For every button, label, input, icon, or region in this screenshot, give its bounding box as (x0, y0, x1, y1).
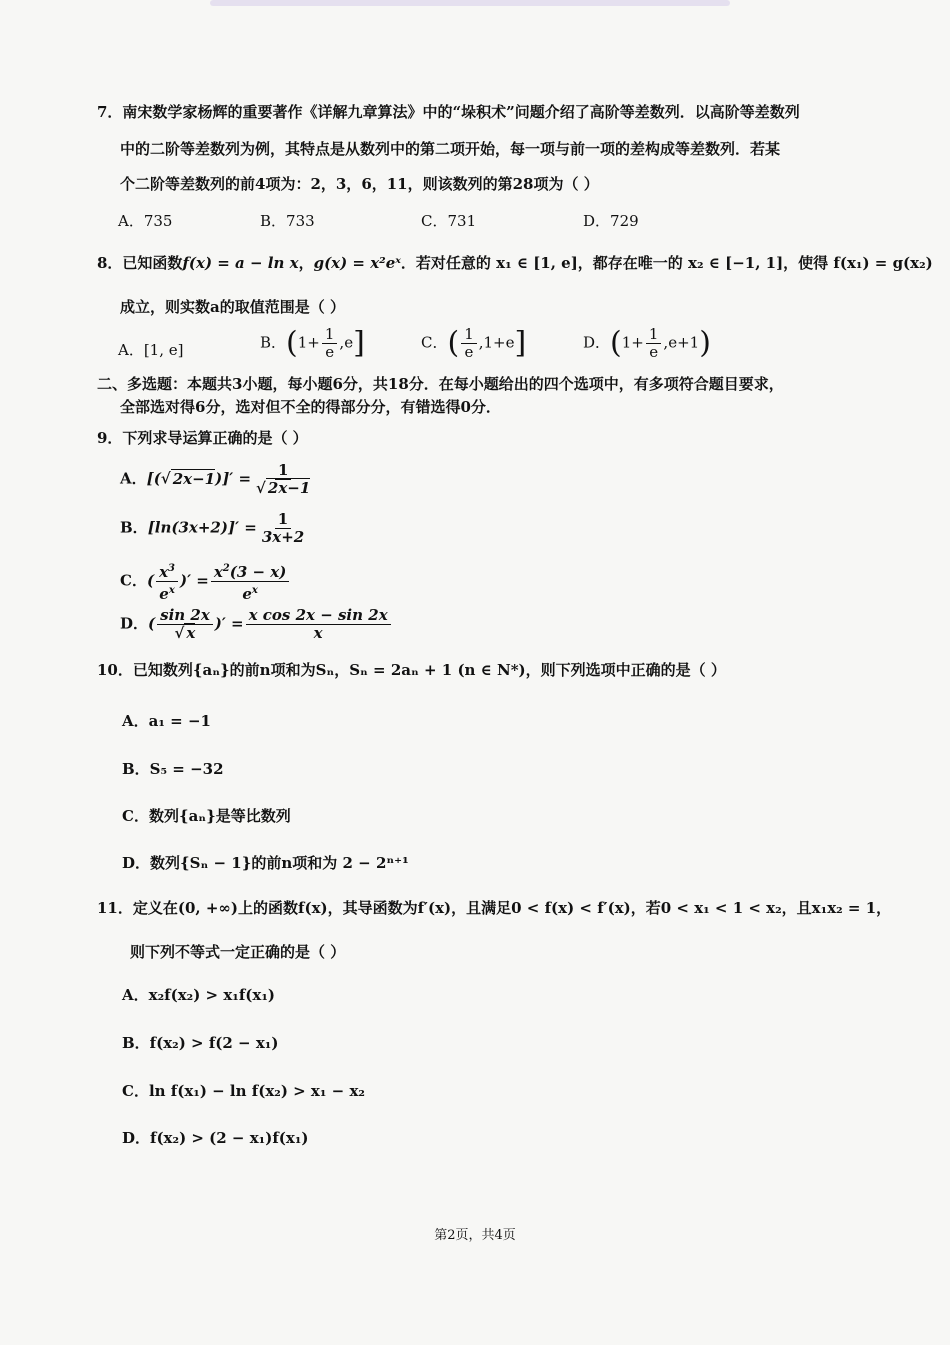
top-edge-shadow (210, 0, 730, 6)
q11-option-d: D．f(x₂) > (2 − x₁)f(x₁) (122, 1129, 309, 1147)
q7-option-a: A．735 (118, 212, 173, 230)
q8-line-2: 成立，则实数a的取值范围是（ ） (120, 298, 345, 316)
q11-line-2: 则下列不等式一定正确的是（ ） (130, 943, 346, 961)
q9-stem: 9．下列求导运算正确的是（ ） (97, 429, 308, 447)
q9-option-a-label: A． (120, 469, 147, 488)
q8-g-def: g(x) = x²eˣ (313, 254, 401, 272)
q11-line-1: 11．定义在(0, +∞)上的函数f(x)，其导函数为f′(x)，且满足0 < f(x) < f′(x)，若0 < x₁ < 1 < x₂，且x₁x₂ = 1， (97, 899, 892, 917)
q8-option-d: D．(1+ $\frac{1}{e}$ ,e+1) (583, 325, 711, 361)
q9-option-c-label: C． (120, 571, 147, 590)
q10-option-b: B．S₅ = −32 (122, 760, 224, 778)
q11-option-a: A．x₂f(x₂) > x₁f(x₁) (122, 986, 275, 1004)
q10-option-d: D．数列{Sₙ − 1}的前n项和为 2 − 2ⁿ⁺¹ (122, 854, 409, 872)
q9-option-d-label: D． (120, 614, 149, 633)
q8-line-1 (97, 253, 933, 273)
q11-option-b: B．f(x₂) > f(2 − x₁) (122, 1034, 279, 1052)
section2-line-2: 全部选对得6分，选对但不全的得部分分，有错选得0分． (120, 398, 501, 416)
q7-line-2: 中的二阶等差数列为例，其特点是从数列中的第二项开始，每一项与前一项的差构成等差数列．若某 (120, 140, 781, 158)
q8-option-c-label: C． (421, 333, 448, 352)
q8-prefix: 8．已知函数 (97, 254, 183, 272)
q8-option-b: B．(1+ $\frac{1}{e}$ ,e] (260, 325, 365, 361)
q7-line-3: 个二阶等差数列的前4项为：2，3，6，11，则该数列的第28项为（ ） (120, 175, 599, 193)
q8-sep: ， (298, 254, 314, 272)
q8-f-def: f(x) = a − ln x (182, 254, 299, 272)
q9-option-a: A．[(√ 2x−1)]′ = $\frac{1}{√ 2x-1}$ (120, 461, 311, 497)
page-footer: 第2页，共4页 (434, 1228, 516, 1243)
q9-option-d: D．( $\frac{\sin 2x}{√ x}$ )′ = $\frac{\text{x cos 2x − sin 2x}}{x}$ (120, 607, 393, 642)
section2-line-1: 二、多选题：本题共3小题，每小题6分，共18分．在每小题给出的四个选项中，有多项符合题目要求， (97, 375, 784, 393)
q9-option-b: B．[ln(3x+2)]′ = $\frac{1}{3x+2}$ (120, 510, 305, 546)
q8-option-d-label: D． (583, 333, 611, 352)
q10-option-c: C．数列{aₙ}是等比数列 (122, 807, 291, 825)
q8-option-c: C．( $\frac{1}{e}$ ,1+e] (421, 325, 527, 361)
q7-option-c: C．731 (421, 212, 477, 230)
q9-option-c: C．( $\frac{x^3}{e^x}$ )′ = $\frac{x^2(3 - x)}{e^x}$ (120, 560, 291, 603)
q9-option-b-label: B． (120, 518, 148, 537)
q10-stem: 10．已知数列{aₙ}的前n项和为Sₙ，Sₙ = 2aₙ + 1 (n ∈ N*)，则下列选项中正确的是（ ） (97, 661, 726, 679)
q10-option-a: A．a₁ = −1 (122, 712, 211, 730)
q8-option-a: A．[1, e] (118, 341, 184, 359)
q8-option-b-label: B． (260, 333, 287, 352)
q8-condition: ．若对任意的 x₁ ∈ [1, e]，都存在唯一的 x₂ ∈ [−1, 1]，使得 f(x₁) = g(x₂) (400, 254, 933, 272)
q7-line-1: 7．南宋数学家杨辉的重要著作《详解九章算法》中的“垛积术”问题介绍了高阶等差数列．以高阶等差数列 (97, 103, 800, 121)
q7-option-b: B．733 (260, 212, 315, 230)
q7-option-d: D．729 (583, 212, 639, 230)
q11-option-c: C．ln f(x₁) − ln f(x₂) > x₁ − x₂ (122, 1082, 365, 1100)
